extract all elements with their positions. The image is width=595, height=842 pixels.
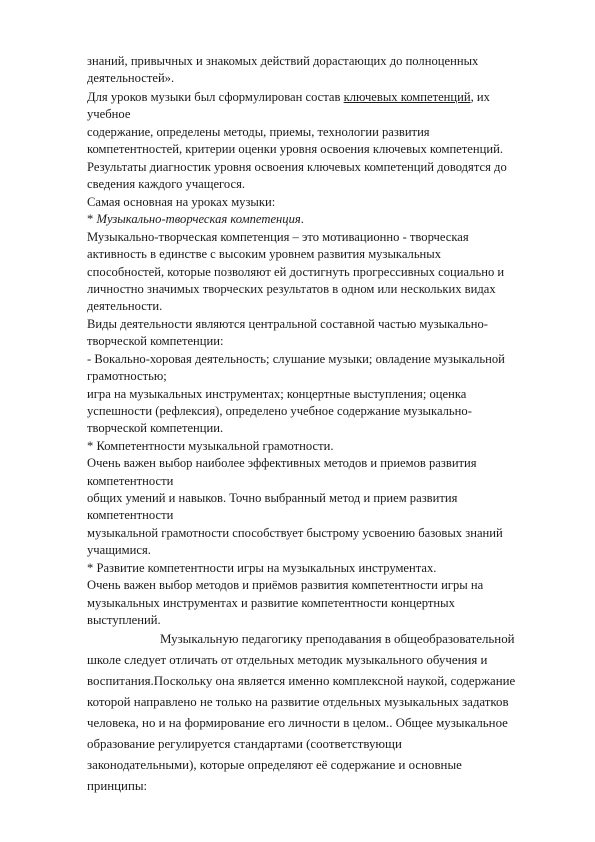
text-line: учащимися. <box>87 543 151 557</box>
text-line: которой направлено не только на развитие отдельных музыкальных задатков <box>87 695 509 709</box>
text-line: образование регулируется стандартами (соответствующи <box>87 737 402 751</box>
text-line: сведения каждого учащегося. <box>87 177 246 191</box>
text-line: творческой компетенции. <box>87 421 224 435</box>
text-line: Музыкально-творческая компетенция – это мотивационно - творческая <box>87 230 469 244</box>
text-line: человека, но и на формирование его личности в целом.. Общее музыкальное <box>87 716 508 730</box>
text-line: компетентности <box>87 508 174 522</box>
text-line: способностей, которые позволяют ей достигнуть прогрессивных социально и <box>87 265 505 279</box>
text-line: Очень важен выбор методов и приёмов развития компетентности игры на <box>87 578 484 592</box>
text-line: успешности (рефлексия), определено учебное содержание музыкально- <box>87 404 472 418</box>
text-line: * Развитие компетентности игры на музыкальных инструментах. <box>87 561 437 575</box>
text-line <box>87 211 304 227</box>
underlined-term: ключевых компетенций <box>343 90 471 104</box>
text-line: активность в единстве с высоким уровнем развития музыкальных <box>87 247 442 261</box>
text-line: компетентности <box>87 474 174 488</box>
text-line: содержание, определены методы, приемы, технологии развития <box>87 125 430 139</box>
text-line: знаний, привычных и знакомых действий дорастающих до полноценных <box>87 54 479 68</box>
text-line: Результаты диагностик уровня освоения ключевых компетенций доводятся до <box>87 160 507 174</box>
text-segment: . <box>300 212 304 226</box>
text-line: Виды деятельности являются центральной составной частью музыкально- <box>87 317 488 331</box>
text-line: Самая основная на уроках музыки: <box>87 195 276 209</box>
text-line: компетентностей, критерии оценки уровня освоения ключевых компетенций. <box>87 142 503 156</box>
text-line: деятельности. <box>87 299 163 313</box>
text-line: грамотностью; <box>87 369 167 383</box>
text-line: - Вокально-хоровая деятельность; слушание музыки; овладение музыкальной <box>87 352 505 366</box>
text-line: личностно значимых творческих результатов в одном или нескольких видах <box>87 282 496 296</box>
text-segment: Для уроков музыки был сформулирован состав <box>87 90 344 104</box>
text-line: игра на музыкальных инструментах; концертные выступления; оценка <box>87 387 467 401</box>
text-line: воспитания.Поскольку она является именно комплексной наукой, содержание <box>87 674 516 688</box>
text-line: общих умений и навыков. Точно выбранный метод и прием развития <box>87 491 458 505</box>
bullet-marker: * <box>87 212 97 226</box>
text-line: музыкальных инструментах и развитие компетентности концертных <box>87 596 455 610</box>
text-line: музыкальной грамотности способствует быстрому усвоению базовых знаний <box>87 526 503 540</box>
text-line: деятельностей». <box>87 71 175 85</box>
text-line: школе следует отличать от отдельных методик музыкального обучения и <box>87 653 488 667</box>
text-segment: , их <box>470 90 490 104</box>
text-line <box>87 89 490 105</box>
text-line: учебное <box>87 107 131 121</box>
text-line: творческой компетенции: <box>87 334 224 348</box>
text-line: * Компетентности музыкальной грамотности. <box>87 439 334 453</box>
text-line: Очень важен выбор наиболее эффективных методов и приемов развития <box>87 456 477 470</box>
paragraph-indent-line: Музыкальную педагогику преподавания в общеобразовательной <box>160 632 515 646</box>
text-line: принципы: <box>87 779 148 793</box>
text-line: выступлений. <box>87 613 161 627</box>
text-line: законодательными), которые определяют её содержание и основные <box>87 758 462 772</box>
italic-heading: Музыкально-творческая компетенция <box>96 212 301 226</box>
